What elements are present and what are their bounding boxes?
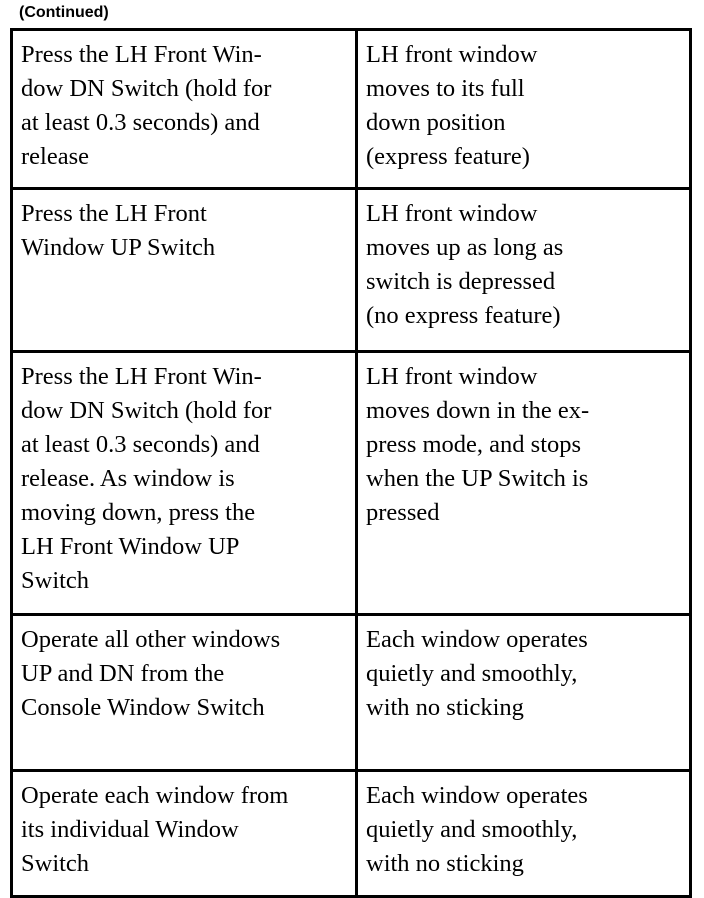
action-cell: Press the LH Front Win- dow DN Switch (hold for at least 0.3 seconds) and release: [12, 30, 357, 189]
result-cell: LH front window moves down in the ex- press mode, and stops when the UP Switch is pressed: [357, 352, 691, 615]
result-cell: Each window operates quietly and smoothly, with no sticking: [357, 615, 691, 771]
result-cell: Each window operates quietly and smoothly, with no sticking: [357, 771, 691, 897]
table-row: [12, 771, 691, 897]
table-row: [12, 189, 691, 352]
action-cell: Press the LH Front Window UP Switch: [12, 189, 357, 352]
table-row: [12, 30, 691, 189]
result-cell: LH front window moves to its full down position (express feature): [357, 30, 691, 189]
action-cell: Operate each window from its individual Window Switch: [12, 771, 357, 897]
continued-label: (Continued): [19, 4, 109, 21]
table-row: [12, 615, 691, 771]
table-row: [12, 352, 691, 615]
action-cell: Operate all other windows UP and DN from the Console Window Switch: [12, 615, 357, 771]
action-cell: Press the LH Front Win- dow DN Switch (hold for at least 0.3 seconds) and release. As window is moving down, press the LH Front Window UP Switch: [12, 352, 357, 615]
procedure-table: [10, 28, 692, 898]
result-cell: LH front window moves up as long as switch is depressed (no express feature): [357, 189, 691, 352]
